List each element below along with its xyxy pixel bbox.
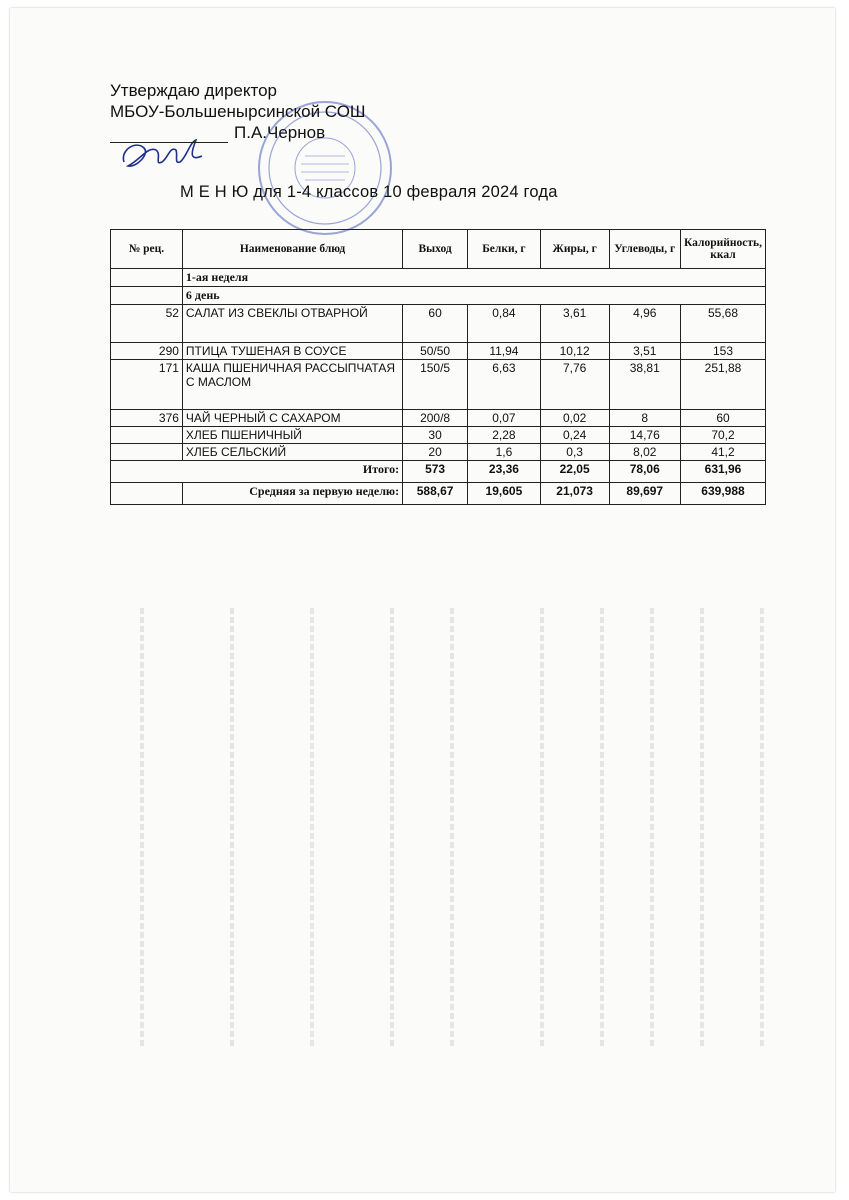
output: 60	[403, 305, 468, 343]
total-calories: 631,96	[680, 461, 765, 483]
protein: 0,07	[468, 410, 541, 427]
protein: 0,84	[468, 305, 541, 343]
col-name: Наименование блюд	[182, 230, 402, 269]
day-label: 6 день	[182, 287, 765, 305]
total-protein: 23,36	[468, 461, 541, 483]
fat: 0,02	[540, 410, 609, 427]
fat: 3,61	[540, 305, 609, 343]
protein: 2,28	[468, 427, 541, 444]
rec-number: 171	[111, 360, 183, 410]
approve-line-1: Утверждаю директор	[110, 81, 278, 100]
table-row	[111, 360, 766, 410]
signature-underline	[110, 142, 228, 143]
table-header-row	[111, 230, 766, 269]
average-label: Средняя за первую неделю:	[182, 483, 402, 505]
total-output: 573	[403, 461, 468, 483]
paper-sheet	[10, 8, 835, 1192]
day-row	[111, 287, 766, 305]
protein: 6,63	[468, 360, 541, 410]
approve-line-2: МБОУ-Большенырсинской СОШ	[110, 102, 366, 121]
table-row	[111, 444, 766, 461]
dish-name: САЛАТ ИЗ СВЕКЛЫ ОТВАРНОЙ	[182, 305, 402, 343]
calories: 55,68	[680, 305, 765, 343]
col-fat: Жиры, г	[540, 230, 609, 269]
calories: 70,2	[680, 427, 765, 444]
average-row	[111, 483, 766, 505]
output: 30	[403, 427, 468, 444]
fat: 10,12	[540, 343, 609, 360]
calories: 41,2	[680, 444, 765, 461]
output: 50/50	[403, 343, 468, 360]
total-row	[111, 461, 766, 483]
col-carbs: Углеводы, г	[609, 230, 680, 269]
approval-block	[110, 80, 366, 143]
carbs: 38,81	[609, 360, 680, 410]
table-row	[111, 427, 766, 444]
output: 20	[403, 444, 468, 461]
director-name: П.А.Чернов	[234, 123, 326, 142]
calories: 251,88	[680, 360, 765, 410]
carbs: 8,02	[609, 444, 680, 461]
carbs: 8	[609, 410, 680, 427]
week-row	[111, 269, 766, 287]
dish-name: ПТИЦА ТУШЕНАЯ В СОУСЕ	[182, 343, 402, 360]
protein: 11,94	[468, 343, 541, 360]
rec-number	[111, 444, 183, 461]
fat: 0,3	[540, 444, 609, 461]
calories: 153	[680, 343, 765, 360]
average-output: 588,67	[403, 483, 468, 505]
carbs: 4,96	[609, 305, 680, 343]
total-carbs: 78,06	[609, 461, 680, 483]
menu-title: М Е Н Ю для 1-4 классов 10 февраля 2024 года	[180, 183, 558, 201]
calories: 60	[680, 410, 765, 427]
average-calories: 639,988	[680, 483, 765, 505]
table-row	[111, 343, 766, 360]
output: 200/8	[403, 410, 468, 427]
rec-number: 376	[111, 410, 183, 427]
carbs: 14,76	[609, 427, 680, 444]
dish-name: КАША ПШЕНИЧНАЯ РАССЫПЧАТАЯ С МАСЛОМ	[182, 360, 402, 410]
dish-name: ЧАЙ ЧЕРНЫЙ С САХАРОМ	[182, 410, 402, 427]
bleed-through-text	[120, 568, 820, 1128]
col-output: Выход	[403, 230, 468, 269]
carbs: 3,51	[609, 343, 680, 360]
rec-number: 52	[111, 305, 183, 343]
total-fat: 22,05	[540, 461, 609, 483]
col-protein: Белки, г	[468, 230, 541, 269]
week-label: 1-ая неделя	[182, 269, 765, 287]
protein: 1,6	[468, 444, 541, 461]
col-rec: № рец.	[111, 230, 183, 269]
average-fat: 21,073	[540, 483, 609, 505]
table-row	[111, 410, 766, 427]
average-protein: 19,605	[468, 483, 541, 505]
rec-number	[111, 427, 183, 444]
approve-signature-line	[110, 122, 366, 143]
average-carbs: 89,697	[609, 483, 680, 505]
table-row	[111, 305, 766, 343]
menu-table	[110, 229, 766, 505]
col-calories: Калорийность, ккал	[680, 230, 765, 269]
dish-name: ХЛЕБ СЕЛЬСКИЙ	[182, 444, 402, 461]
total-label: Итого:	[111, 461, 403, 483]
output: 150/5	[403, 360, 468, 410]
dish-name: ХЛЕБ ПШЕНИЧНЫЙ	[182, 427, 402, 444]
fat: 0,24	[540, 427, 609, 444]
rec-number: 290	[111, 343, 183, 360]
fat: 7,76	[540, 360, 609, 410]
